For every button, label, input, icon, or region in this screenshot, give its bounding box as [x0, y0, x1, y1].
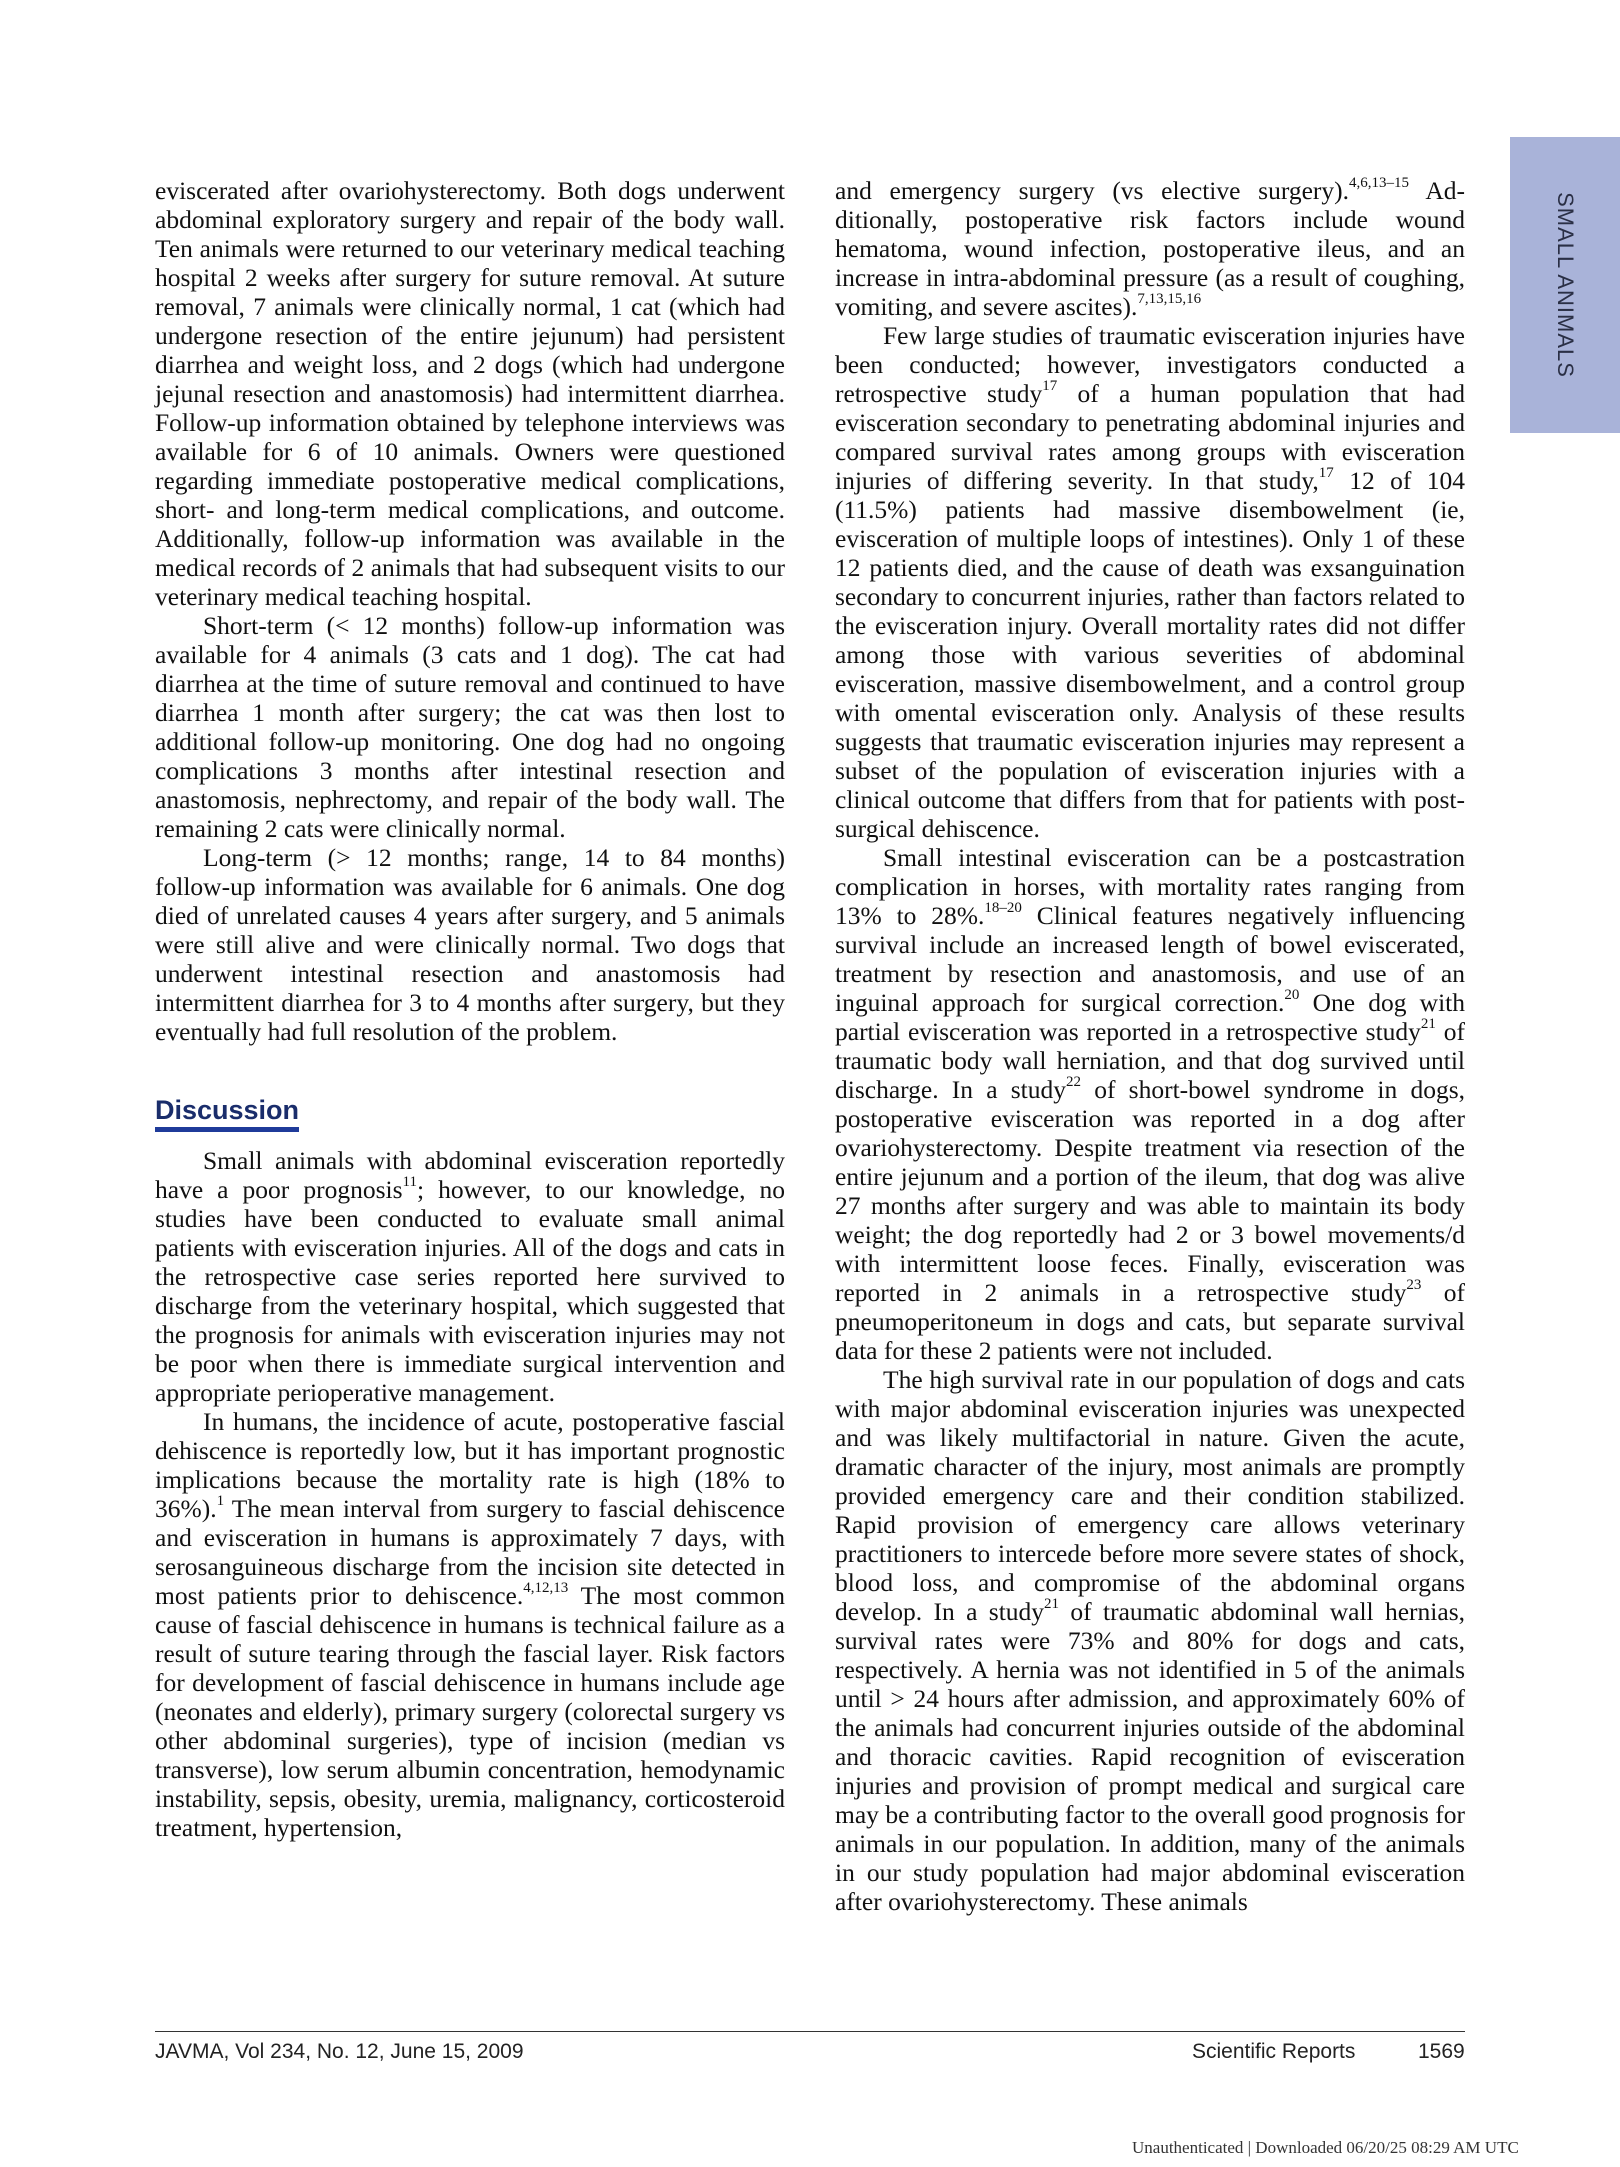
- text-run: Small animals with abdominal evisceration reportedly have a poor prognosis: [155, 1146, 785, 1204]
- text-run: The high survival rate in our population of dogs and cats with major abdominal evisceration injuries was unexpected and was likely multifactorial in nature. Given the acute, dramatic character of the injury, most animals are promptly provided emergency care and their condition stabilized. Rapid provision of emergency care allows veterinary practitioners to intercede before more severe states of shock, blood loss, and compromise of the abdominal organs develop. In a study: [835, 1365, 1465, 1626]
- text-run: In humans, the incidence of acute, postoperative fascial dehiscence is reportedly low, but it has important prognostic implications because the mortality rate is high (18% to 36%).: [155, 1407, 785, 1523]
- section-tab-label: SMALL ANIMALS: [1553, 192, 1578, 378]
- paragraph: eviscerated after ovariohysterectomy. Both dogs underwent abdominal exploratory surgery and repair of the body wall. Ten animals were returned to our veterinary medical teaching hospital 2 weeks after surgery for suture removal. At suture removal, 7 animals were clinically normal, 1 cat (which had undergone resection of the entire jejunum) had persistent diarrhea and weight loss, and 2 dogs (which had undergone jejunal resection and anastomosis) had intermittent diarrhea. Follow-up information obtained by telephone interviews was available for 6 of 10 animals. Owners were questioned regarding immediate postoperative medical complications, short- and long-term medical complications, and outcome. Additionally, follow-up information was available in the medical records of 2 animals that had subsequent visits to our veterinary medical teaching hospital.: [155, 176, 785, 611]
- citation: 11: [402, 1173, 417, 1190]
- text-run: 12 of 104 (11.5%) patients had massive disembowelment (ie, evisceration of multiple loops of intestines). Only 1 of these 12 patients died, and the cause of death was exsanguination secondary to concurrent injuries, rather than factors related to the evisceration injury. Overall mortality rates did not differ among those with various severities of abdominal evisceration, massive disembowelment, and a control group with omental evisceration only. Analysis of these results suggests that traumatic evisceration injuries may represent a subset of the population of evisceration injuries with a clinical outcome that differs from that for patients with postsurgical dehiscence.: [835, 466, 1465, 843]
- text-run: and emergency surgery (vs elective surgery).: [835, 176, 1350, 205]
- paragraph: [835, 843, 1465, 1365]
- section-tab: [1510, 137, 1620, 433]
- citation: 23: [1406, 1276, 1422, 1293]
- text-run: The mean interval from surgery to fascial dehiscence and evisceration in humans is approximately 7 days, with serosanguineous discharge from the incision site detected in most patients prior to dehiscence.: [155, 1494, 785, 1610]
- right-column: [835, 176, 1465, 1916]
- text-run: The most common cause of fascial dehiscence in humans is technical failure as a result of suture tearing through the fascial layer. Risk factors for development of fascial dehiscence in humans include age (neonates and elderly), primary surgery (colorectal surgery vs other abdominal surgeries), type of incision (median vs transverse), low serum albumin concentration, hemodynamic instability, sepsis, obesity, uremia, malignancy, corticosteroid treatment, hypertension,: [155, 1581, 785, 1842]
- citation: 22: [1066, 1073, 1082, 1090]
- text-run: of traumatic abdominal wall hernias, survival rates were 73% and 80% for dogs and cats, respectively. A hernia was not identified in 5 of the animals until > 24 hours after admission, and approximately 60% of the animals had concurrent injuries outside of the abdominal and thoracic cavities. Rapid recognition of evisceration injuries and provision of prompt medical and surgical care may be a contributing factor to the overall good prognosis for animals in our population. In addition, many of the animals in our study population had major abdominal evisceration after ovariohysterectomy. These animals: [835, 1597, 1465, 1916]
- section-name: Scientific Reports: [1192, 2040, 1356, 2063]
- paragraph: [835, 321, 1465, 843]
- download-note: Unauthenticated | Downloaded 06/20/25 08:29 AM UTC: [1132, 2138, 1519, 2157]
- citation: 4,6,13–15: [1349, 174, 1410, 191]
- text-run: of short-bowel syndrome in dogs, postoperative evisceration was reported in a dog after ovariohysterectomy. Despite treatment via resection of the entire jejunum and a portion of the ileum, that dog was alive 27 months after surgery and was able to maintain its body weight; the dog reportedly had 2 or 3 bowel movements/d with intermittent loose feces. Finally, evisceration was reported in 2 animals in a retrospective study: [835, 1075, 1466, 1307]
- paragraph: [835, 176, 1465, 321]
- left-column: [155, 176, 785, 1842]
- citation: 20: [1284, 986, 1300, 1003]
- paragraph: Short-term (< 12 months) follow-up information was available for 4 animals (3 cats and 1 dog). The cat had diarrhea at the time of suture removal and continued to have diarrhea 1 month after surgery; the cat was then lost to additional follow-up monitoring. One dog had no ongoing complications 3 months after intestinal resection and anastomosis, nephrectomy, and repair of the body wall. The remaining 2 cats were clinically normal.: [155, 611, 785, 843]
- citation: 1: [216, 1492, 225, 1509]
- paragraph: [835, 1365, 1465, 1916]
- text-run: ; however, to our knowledge, no studies have been conducted to evaluate small animal patients with evisceration injuries. All of the dogs and cats in the retrospective case series reported here survived to discharge from the veterinary hospital, which suggested that the prognosis for animals with evisceration injuries may not be poor when there is immediate surgical intervention and appropriate perioperative management.: [155, 1175, 785, 1407]
- journal-citation: JAVMA, Vol 234, No. 12, June 15, 2009: [155, 2040, 524, 2063]
- citation: 17: [1318, 464, 1334, 481]
- paragraph: [155, 1407, 785, 1842]
- citation: 21: [1420, 1015, 1436, 1032]
- section-heading: Discussion: [155, 1094, 299, 1132]
- text-run: Small intestinal evisceration can be a postcastration complication in horses, with mortality rates ranging from 13% to 28%.: [835, 843, 1465, 930]
- paragraph: [155, 1146, 785, 1407]
- text-run: One dog with partial evisceration was reported in a retrospective study: [835, 988, 1465, 1046]
- text-run: of pneumoperitoneum in dogs and cats, but separate survival data for these 2 patients were not included.: [835, 1278, 1465, 1365]
- citation: 7,13,15,16: [1137, 290, 1202, 307]
- text-run: of a human population that had evisceration secondary to penetrating abdominal injuries and compared survival rates among groups with evisceration injuries of differing severity. In that study,: [835, 379, 1465, 495]
- paragraph: Long-term (> 12 months; range, 14 to 84 months) follow-up information was available for 6 animals. One dog died of unrelated causes 4 years after surgery, and 5 animals were still alive and were clinically normal. Two dogs that underwent intestinal resection and anastomosis had intermittent diarrhea for 3 to 4 months after surgery, but they eventually had full resolution of the problem.: [155, 843, 785, 1046]
- citation: 17: [1042, 377, 1058, 394]
- citation: 21: [1044, 1595, 1060, 1612]
- page-number: 1569: [1418, 2040, 1465, 2063]
- citation: 18–20: [984, 899, 1022, 916]
- text-run: Additionally, postoperative risk factors include wound hematoma, wound infection, postoperative ileus, and an increase in intra-abdominal pressure (as a result of coughing, vomiting, and severe ascites).: [835, 176, 1466, 321]
- footer-rule: [155, 2031, 1465, 2032]
- citation: 4,12,13: [523, 1579, 569, 1596]
- text-run: Few large studies of traumatic evisceration injuries have been conducted; however, investigators conducted a retrospective study: [835, 321, 1465, 408]
- text-run: Clinical features negatively influencing survival include an increased length of bowel eviscerated, treatment by resection and anastomosis, and use of an inguinal approach for surgical correction.: [835, 901, 1465, 1017]
- text-run: of traumatic body wall herniation, and that dog survived until discharge. In a study: [835, 1017, 1466, 1104]
